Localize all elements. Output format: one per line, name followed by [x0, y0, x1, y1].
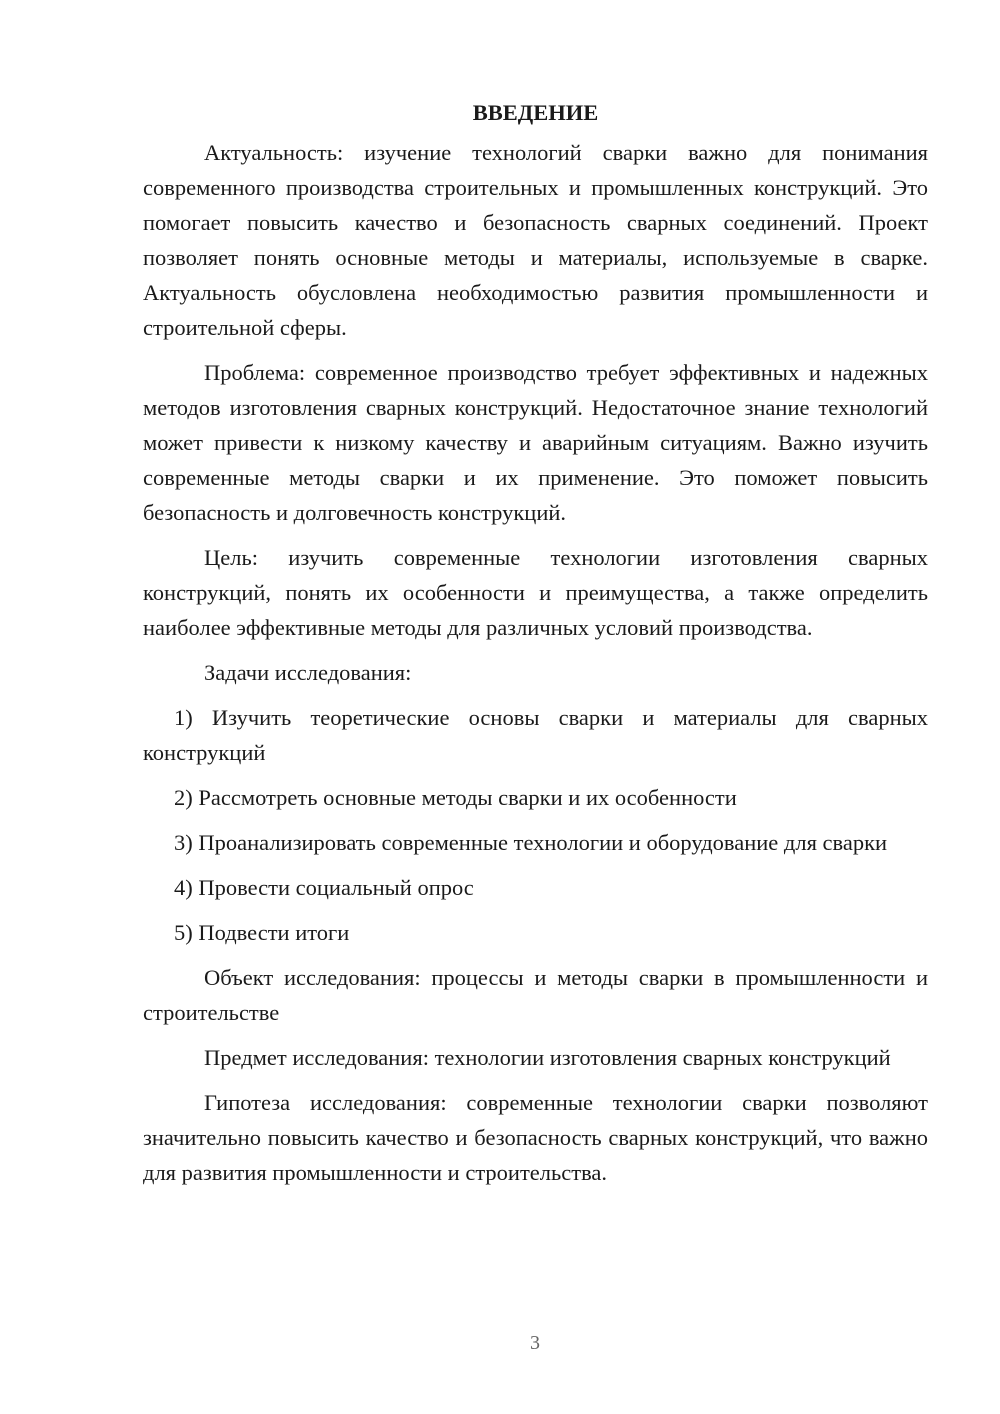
problem-paragraph: Проблема: современное производство требует эффективных и надежных методов изготовления сварных конструкций. Недостаточное знание технологий может привести к низкому качеству и аварийным ситуациям. Важно изучить современные методы сварки и их применение. Это поможет повысить безопасность и долговечность конструкций.	[143, 360, 928, 525]
task-item-4: 4) Провести социальный опрос	[174, 875, 474, 900]
goal-paragraph: Цель: изучить современные технологии изготовления сварных конструкций, понять их особенности и преимущества, а также определить наиболее эффективные методы для различных условий производства.	[143, 545, 928, 640]
relevance-paragraph: Актуальность: изучение технологий сварки важно для понимания современного производства строительных и промышленных конструкций. Это помогает повысить качество и безопасность сварных соединений. Проект позволяет понять основные методы и материалы, используемые в сварке. Актуальность обусловлена необходимостью развития промышленности и строительной сферы.	[143, 140, 928, 340]
task-item-2: 2) Рассмотреть основные методы сварки и их особенности	[174, 785, 737, 810]
document-page	[143, 95, 928, 1200]
hypothesis-paragraph: Гипотеза исследования: современные технологии сварки позволяют значительно повысить качество и безопасность сварных конструкций, что важно для развития промышленности и строительства.	[143, 1090, 928, 1185]
task-item-1: 1) Изучить теоретические основы сварки и материалы для сварных конструкций	[143, 705, 928, 765]
object-paragraph: Объект исследования: процессы и методы сварки в промышленности и строительстве	[143, 965, 928, 1025]
page-number: 3	[530, 1332, 540, 1354]
tasks-heading: Задачи исследования:	[204, 660, 412, 685]
task-item-5: 5) Подвести итоги	[174, 920, 350, 945]
page-title: ВВЕДЕНИЕ	[472, 100, 599, 125]
task-item-3: 3) Проанализировать современные технологии и оборудование для сварки	[174, 830, 888, 855]
subject-paragraph: Предмет исследования: технологии изготовления сварных конструкций	[204, 1045, 891, 1070]
